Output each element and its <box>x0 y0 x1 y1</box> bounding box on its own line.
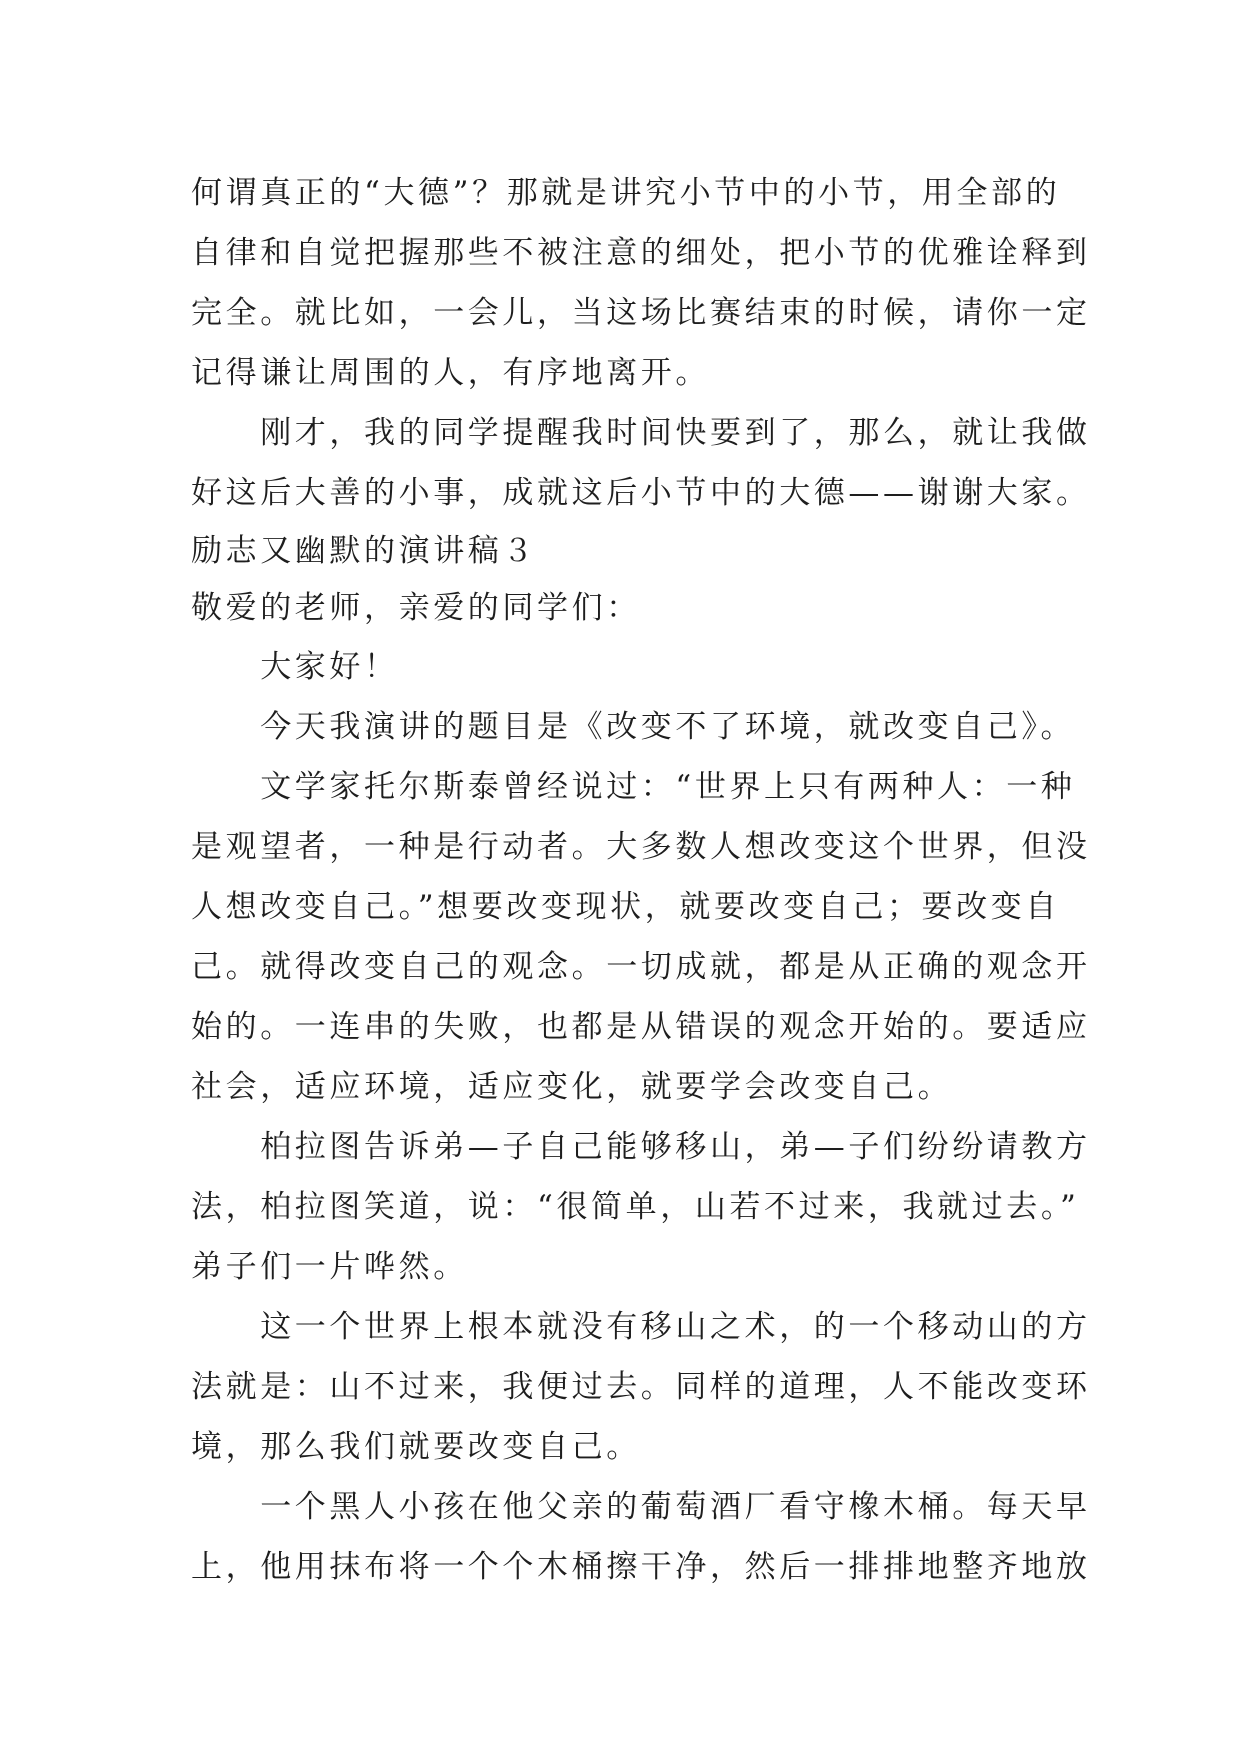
text-line: 法，柏拉图笑道，说：“很简单，山若不过来，我就过去。” <box>191 1189 1080 1225</box>
text-line: 柏拉图告诉弟—子自己能够移山，弟—子们纷纷请教方 <box>191 1129 1091 1165</box>
text-line: 好这后大善的小事，成就这后小节中的大德——谢谢大家。 <box>191 475 1091 511</box>
text-line: 上，他用抹布将一个个木桶擦干净，然后一排排地整齐地放 <box>191 1549 1091 1585</box>
section-heading: 励志又幽默的演讲稿３ <box>191 533 537 569</box>
text-line: 记得谦让周围的人，有序地离开。 <box>191 355 710 391</box>
text-line: 何谓真正的“大德”？那就是讲究小节中的小节，用全部的 <box>191 175 1061 211</box>
text-line: 自律和自觉把握那些不被注意的细处，把小节的优雅诠释到 <box>191 235 1091 271</box>
salutation: 敬爱的老师，亲爱的同学们： <box>191 590 641 626</box>
text-line: 刚才，我的同学提醒我时间快要到了，那么，就让我做 <box>191 415 1091 451</box>
text-line: 境，那么我们就要改变自己。 <box>191 1429 641 1465</box>
text-line: 己。就得改变自己的观念。一切成就，都是从正确的观念开 <box>191 949 1091 985</box>
text-line: 人想改变自己。”想要改变现状，就要改变自己；要改变自 <box>191 889 1060 925</box>
body-text <box>191 163 1091 1597</box>
text-line: 这一个世界上根本就没有移山之术，的一个移动山的方 <box>191 1309 1091 1345</box>
text-line: 弟子们一片哗然。 <box>191 1249 468 1285</box>
text-line: 一个黑人小孩在他父亲的葡萄酒厂看守橡木桶。每天早 <box>191 1489 1091 1525</box>
text-line: 法就是：山不过来，我便过去。同样的道理，人不能改变环 <box>191 1369 1091 1405</box>
text-line: 是观望者，一种是行动者。大多数人想改变这个世界，但没 <box>191 829 1091 865</box>
text-line: 社会，适应环境，适应变化，就要学会改变自己。 <box>191 1069 953 1105</box>
text-line: 完全。就比如，一会儿，当这场比赛结束的时候，请你一定 <box>191 295 1091 331</box>
text-line: 文学家托尔斯泰曾经说过：“世界上只有两种人：一种 <box>191 769 1076 805</box>
text-line: 始的。一连串的失败，也都是从错误的观念开始的。要适应 <box>191 1009 1091 1045</box>
text-line: 今天我演讲的题目是《改变不了环境，就改变自己》。 <box>191 709 1076 745</box>
text-line: 大家好！ <box>191 649 399 685</box>
